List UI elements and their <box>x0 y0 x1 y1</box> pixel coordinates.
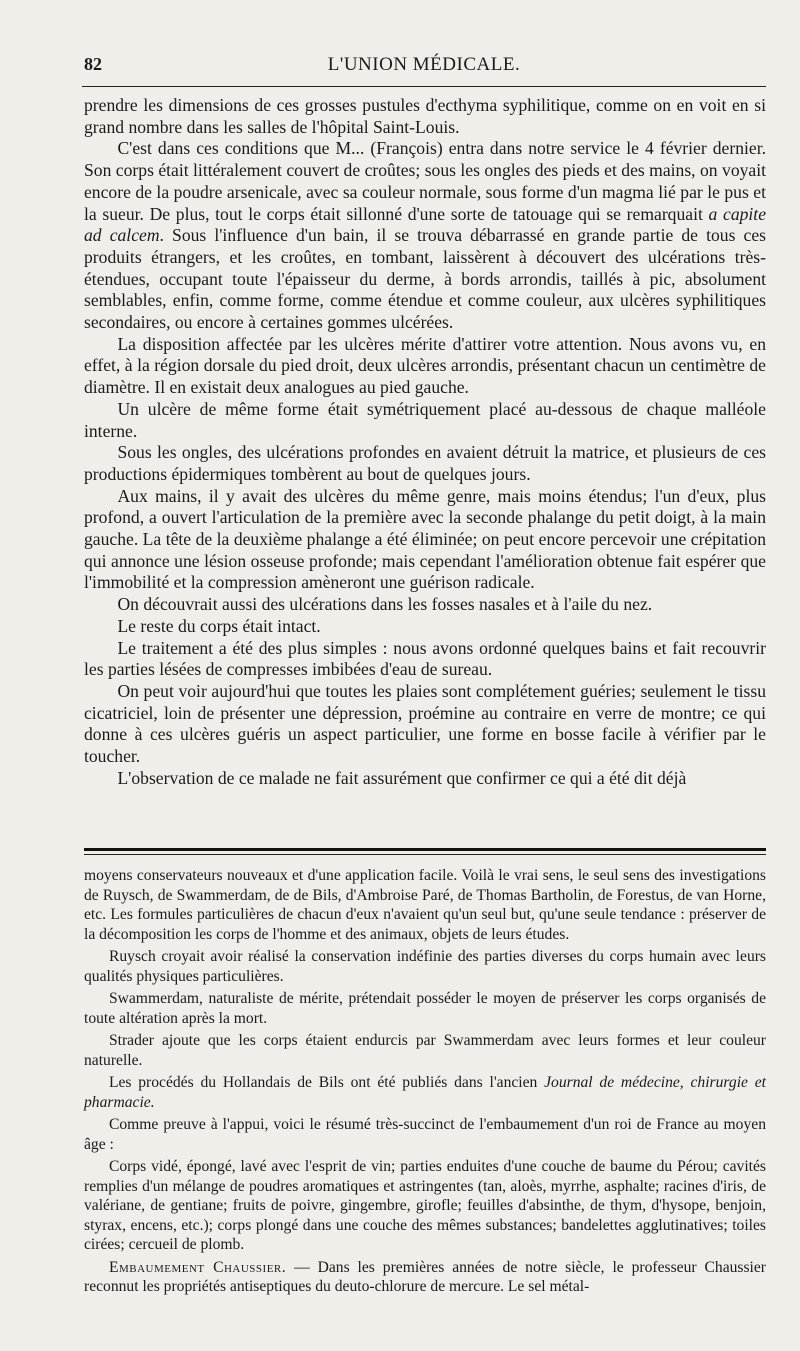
text-run: Les procédés du Hollandais de Bils ont été publiés dans l'ancien <box>108 1074 545 1091</box>
paragraph: On découvrait aussi des ulcérations dans les fosses nasales et à l'aile du nez. <box>117 594 653 615</box>
header-rule <box>82 86 766 87</box>
paragraph: Le reste du corps était intact. <box>117 615 321 636</box>
paragraph: Sous les ongles, des ulcérations profondes en avaient détruit la matrice, et plusieurs de ces productions épidermiques tombèrent au bout de quelques jours. <box>84 442 766 484</box>
paragraph: prendre les dimensions de ces grosses pustules d'ecthyma syphilitique, comme on en voit en si grand nombre dans les salles de l'hôpital Saint-Louis. <box>84 95 766 137</box>
paragraph: Aux mains, il y avait des ulcères du même genre, mais moins étendus; l'un d'eux, plus profond, a ouvert l'articulation de la première avec la seconde phalange du petit doigt, à la main gauche. La tête de la deuxième phalange a été éliminée; on peut encore percevoir une crépitation qui annonce une lésion osseuse profonde; mais cependant l'amélioration obtenue fait espérer que l'immobilité et la compression amèneront une guérison radicale. <box>84 485 766 593</box>
text-run: C'est dans ces conditions que M... (François) entra dans notre service le 4 février dernier. Son corps était littéralement couvert de croûtes; sous les ongles des pieds et des mains, on voyait encore de la poudre arsenicale, avec sa couleur normale, sous forme d'un magma lié par le pus et la sueur. De plus, tout le corps était sillonné d'une sorte de tatouage qui se remarquait <box>84 138 766 224</box>
paragraph: Un ulcère de même forme était symétriquement placé au-dessous de chaque malléole interne. <box>84 398 766 441</box>
italic-latin-phrase: a capite ad calcem <box>84 203 767 246</box>
separator-thick-rule <box>84 848 766 851</box>
journal-title: L'UNION MÉDICALE. <box>327 54 521 75</box>
journal-reference: Journal de médecine, chirurgie et pharmacie. <box>84 1074 766 1111</box>
separator-thin-rule <box>84 854 766 855</box>
paragraph: La disposition affectée par les ulcères mérite d'attirer votre attention. Nous avons vu, en effet, à la région dorsale du pied droit, deux ulcères arrondis, présentant chacun un centimètre de diamètre. Il en existait deux analogues au pied gauche. <box>84 333 766 398</box>
paragraph: Swammerdam, naturaliste de mérite, prétendait posséder le moyen de préserver les corps organisés de toute altération après la mort. <box>84 990 766 1027</box>
paragraph <box>84 138 766 333</box>
feuilleton-separator <box>84 848 766 855</box>
paragraph: Comme preuve à l'appui, voici le résumé très-succinct de l'embaumement d'un roi de France au moyen âge : <box>84 1116 766 1153</box>
paragraph: Corps vidé, épongé, lavé avec l'esprit de vin; parties enduites d'une couche de baume du Pérou; cavités remplies d'un mélange de poudres aromatiques et astringentes (tan, aloès, myrrhe, asphalte; racines d'iris, de valériane, de gentiane; fruits de poivre, gingembre, girofle; feuilles d'absinthe, de thym, d'hysope, benjoin, styrax, encens, etc.); corps plongé dans une couche des mêmes substances; bandelettes agglutinatives; toiles cirées; cercueil de plomb. <box>84 1158 766 1253</box>
paragraph <box>84 1258 766 1297</box>
paragraph: Strader ajoute que les corps étaient endurcis par Swammerdam avec leurs formes et leur couleur naturelle. <box>84 1032 766 1069</box>
text-run: . Sous l'influence d'un bain, il se trouva débarrassé en grande partie de tous ces produits étrangers, et les croûtes, en tombant, laissèrent à découvert des ulcérations très-étendues, occupant toute l'épaisseur du derme, à bords arrondis, taillés à pic, absolument semblables, enfin, comme forme, comme étendue et comme couleur, aux ulcères syphilitiques secondaires, ou encore à certaines gommes ulcérées. <box>84 225 766 333</box>
running-header <box>84 48 764 88</box>
paragraph: Ruysch croyait avoir réalisé la conservation indéfinie des parties diverses du corps humain avec leurs qualités physiques particulières. <box>84 948 766 985</box>
paragraph: moyens conservateurs nouveaux et d'une application facile. Voilà le vrai sens, le seul sens des investigations de Ruysch, de Swammerdam, de de Bils, d'Ambroise Paré, de Thomas Bartholin, de Forestus, de van Horne, etc. Les formules particulières de chacun d'eux n'avaient qu'un seul but, qu'une seule tendance : préserver de la décomposition les corps de l'homme et des animaux, objets de leurs études. <box>84 867 766 943</box>
paragraph: On peut voir aujourd'hui que toutes les plaies sont complétement guéries; seulement le tissu cicatriciel, loin de présenter une dépression, proémine au contraire en verre de montre; ce qui donne à ces ulcères guéris un aspect particulier, une forme en bosse facile à vérifier par le toucher. <box>84 680 766 767</box>
page-number: 82 <box>84 54 102 74</box>
paragraph: L'observation de ce malade ne fait assurément que confirmer ce qui a été dit déjà <box>117 767 687 788</box>
main-article-text <box>84 95 766 790</box>
section-heading: Embaumement Chaussier. <box>108 1258 287 1276</box>
text-run: — Dans les premières années de notre siècle, le professeur Chaussier reconnut les propriétés antiseptiques du deuto-chlorure de mercure. Le sel métal- <box>84 1258 766 1295</box>
feuilleton-text <box>84 866 766 1297</box>
paragraph <box>84 1073 766 1112</box>
paragraph: Le traitement a été des plus simples : nous avons ordonné quelques bains et fait recouvrir les parties lésées de compresses imbibées d'eau de sureau. <box>84 637 766 680</box>
